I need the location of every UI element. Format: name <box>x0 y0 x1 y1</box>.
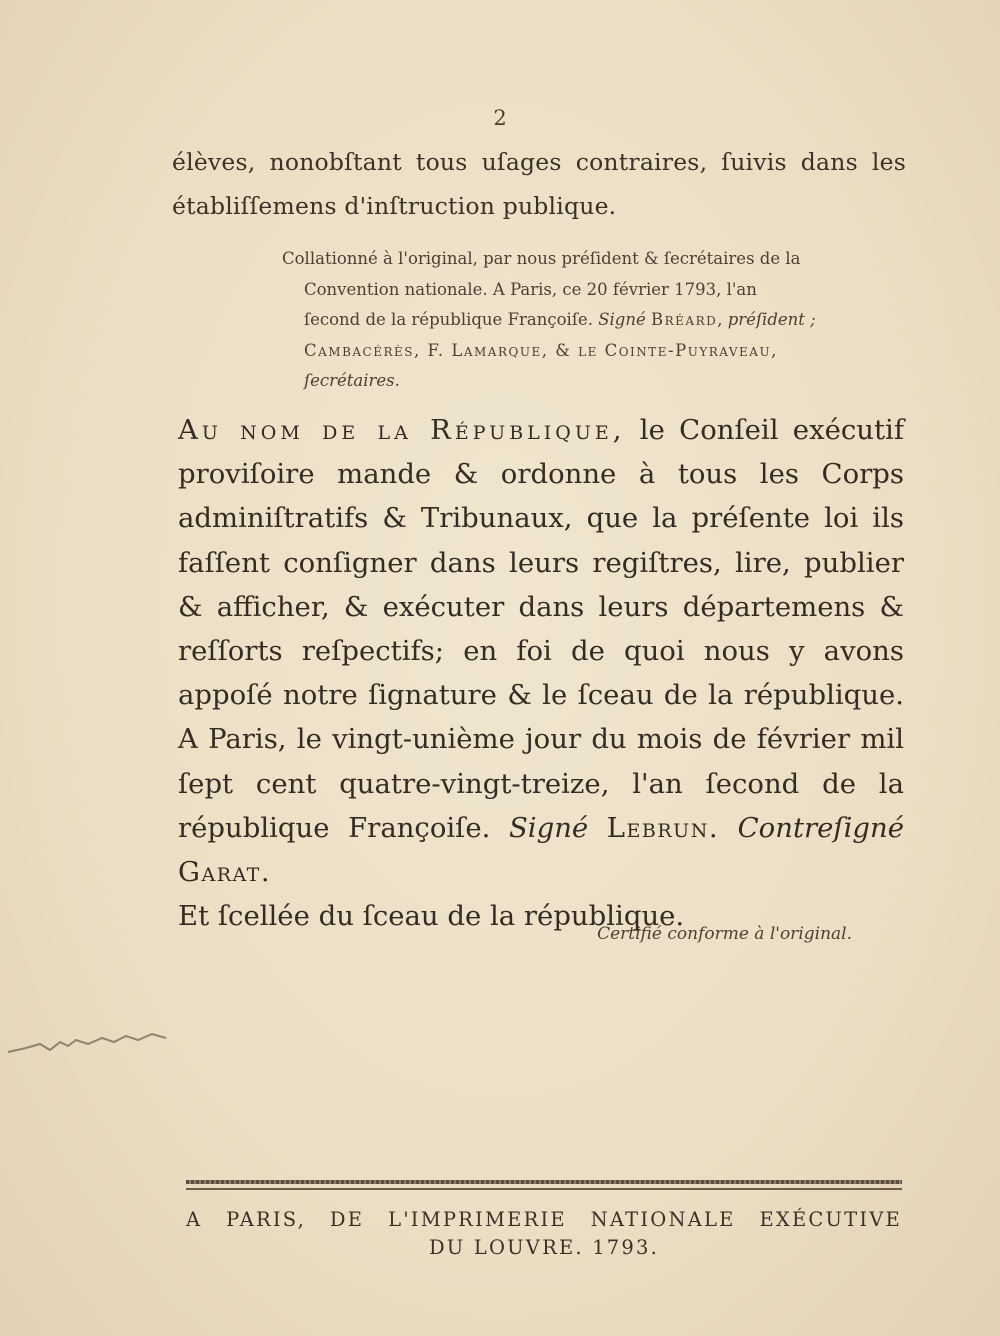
signer-breard: Bréard <box>650 310 718 329</box>
proclamation-opening: Au nom de la République, <box>178 414 626 446</box>
ink-smudge <box>6 1024 176 1064</box>
printer-imprint <box>186 1206 902 1262</box>
collation-line-3 <box>282 305 904 336</box>
collation-line-1: Collationné à l'original, par nous préſident & ſecrétaires de la <box>282 249 801 268</box>
proclamation-paragraph <box>178 408 904 938</box>
secretaries-names: Cambacérès, F. Lamarque, & le Cointe-Puyraveau, <box>304 340 778 360</box>
imprint-line-2: DU LOUVRE. 1793. <box>428 1236 660 1259</box>
collation-note <box>282 244 904 397</box>
contresigne-word: Contreſigné <box>737 811 904 844</box>
signer-lebrun: Lebrun. <box>606 811 720 844</box>
signe-word: Signé <box>508 811 589 844</box>
continuation-paragraph: élèves, nonobſtant tous uſages contraires, ſuivis dans les établiſſemens d'inſtruction publique. <box>172 148 906 220</box>
secretaries-title: ſecrétaires. <box>304 371 400 390</box>
collation-comma: , <box>717 310 723 329</box>
collation-line-3-text: ſecond de la république Françoiſe. <box>304 310 593 329</box>
proclamation-closing: Et ſcellée du ſceau de la république. <box>178 900 685 933</box>
signe-label: Signé <box>598 310 646 329</box>
page-number: 2 <box>493 106 507 130</box>
signer-garat: Garat. <box>178 856 272 889</box>
decorative-rule <box>186 1180 902 1184</box>
decorative-rule-thin <box>186 1188 902 1190</box>
proclamation-body: le Conſeil exécutif proviſoire mande & ordonne à tous les Corps adminiſtratifs & Tribunaux, que la préſente loi ils faſſent conſigner dans leurs regiſtres, lire, publier & afficher, & exécuter dans leurs départemens & reſſorts reſpectifs; en foi de quoi nous y avons appoſé notre ſignature & le ſceau de la république. A Paris, le vingt-unième jour du mois de février mil ſept cent quatre-vingt-treize, l'an ſecond de la république Françoiſe. <box>178 414 904 844</box>
certified-note: Certifié conforme à l'original. <box>597 924 852 944</box>
president-title: préſident ; <box>727 310 816 329</box>
imprint-line-1: A PARIS, DE L'IMPRIMERIE NATIONALE EXÉCUTIVE <box>186 1208 902 1231</box>
collation-line-2: Convention nationale. A Paris, ce 20 février 1793, l'an <box>304 279 757 299</box>
